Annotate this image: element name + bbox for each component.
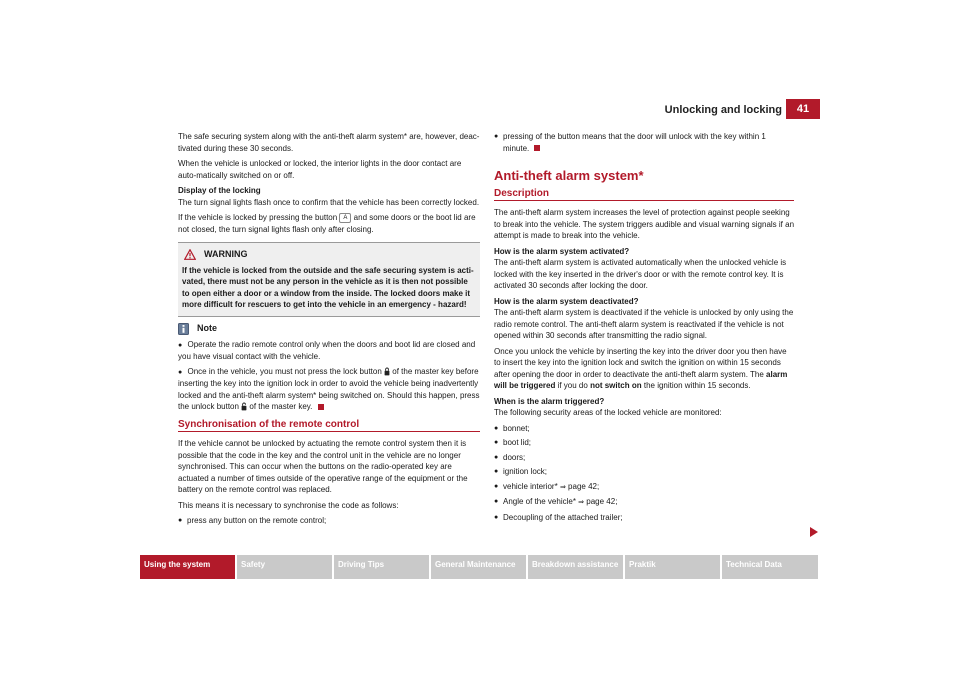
paragraph: If the vehicle cannot be unlocked by actuating the remote control system then it is possible that the code in the key and the control unit in the vehicle are no longer synchronised. This can occur when the buttons on the radio-operated key are actuated a number of times outside of the operative range of the equipment or the battery on the remote control was replaced. bbox=[178, 439, 468, 494]
paragraph: The anti-theft alarm system is activated automatically when the unlocked vehicle is locked with the key inserted in the driver's door or with the remote control key. It is activated 30 seconds after locking the door. bbox=[494, 258, 787, 290]
main-heading-anti-theft: Anti-theft alarm system* bbox=[494, 168, 644, 183]
warning-title: WARNING bbox=[204, 249, 248, 259]
page-number: 41 bbox=[786, 99, 820, 119]
text: Operate the radio remote control only when the doors and boot lid are closed and you have visual contact with the vehicle. bbox=[178, 339, 476, 361]
reference-arrow: ⇒ bbox=[578, 499, 585, 506]
lock-key-icon bbox=[384, 367, 390, 376]
tab-driving-tips[interactable]: Driving Tips bbox=[334, 555, 429, 579]
unlock-key-icon bbox=[241, 402, 247, 411]
paragraph bbox=[494, 346, 794, 392]
section-end-marker bbox=[534, 145, 540, 151]
paragraph: When the vehicle is unlocked or locked, the interior lights in the door contact are auto-matically switched on or off. bbox=[178, 159, 462, 180]
footer-nav bbox=[140, 555, 818, 579]
note-item bbox=[178, 339, 480, 363]
text: and some doors or the boot lid are not closed, the turn signal lights flash only after closing. bbox=[178, 213, 476, 234]
next-page-arrow-icon[interactable] bbox=[810, 527, 818, 537]
warning-text: If the vehicle is locked from the outside and the safe securing system is acti-vated, there must not be any person in the vehicle as it is then not possible to open either a door or a window from the inside. The locked doors make it more difficult for rescuers to get into the vehicle in an emergency - hazard! bbox=[182, 265, 474, 309]
text: of the master key before inserting the key into the ignition lock in order to avoid the vehicle being inadvertently locked and the anti-theft alarm system* being switched on. Should this happen, press the unlock button bbox=[178, 366, 480, 411]
text: If the vehicle is locked by pressing the button bbox=[178, 213, 338, 222]
paragraph: This means it is necessary to synchronise the code as follows: bbox=[178, 500, 399, 510]
note-icon bbox=[178, 323, 189, 335]
list-item bbox=[494, 131, 794, 154]
paragraph bbox=[178, 212, 480, 235]
list-item bbox=[494, 481, 794, 494]
text: the ignition within 15 seconds. bbox=[643, 381, 751, 390]
list-item: ● boot lid; bbox=[494, 437, 794, 449]
note-item bbox=[178, 366, 480, 413]
text: Angle of the vehicle* bbox=[503, 497, 576, 506]
warning-box bbox=[178, 242, 480, 317]
text: of the master key. bbox=[249, 402, 313, 411]
warning-triangle-icon bbox=[184, 249, 196, 260]
paragraph: The following security areas of the locked vehicle are monitored: bbox=[494, 408, 722, 417]
subheading-display-locking: Display of the locking bbox=[178, 186, 261, 195]
tab-breakdown-assistance[interactable]: Breakdown assistance bbox=[528, 555, 623, 579]
right-column bbox=[494, 131, 794, 526]
bullet-icon: ● bbox=[178, 341, 183, 349]
list-item: ● doors; bbox=[494, 452, 794, 464]
list-item bbox=[494, 496, 794, 509]
list-item: ● bonnet; bbox=[494, 423, 794, 435]
note-title: Note bbox=[197, 322, 217, 333]
paragraph: The safe securing system along with the anti-theft alarm system* are, however, deac-tivated during these 30 seconds. bbox=[178, 132, 480, 153]
tab-using-the-system[interactable]: Using the system bbox=[140, 555, 235, 579]
section-heading-synchronisation: Synchronisation of the remote control bbox=[178, 419, 480, 433]
list-item: ● ignition lock; bbox=[494, 466, 794, 478]
page-reference-link[interactable]: page 42; bbox=[586, 497, 618, 506]
page-header-title: Unlocking and locking bbox=[664, 104, 782, 116]
text: Once you unlock the vehicle by inserting the key into the driver door you then have to insert the key into the ignition lock and switch the ignition on within 15 seconds after opening the door in order to deactivate the anti-theft alarm system. The bbox=[494, 346, 787, 379]
bold-text: alarm will be triggered bbox=[494, 369, 788, 390]
text: pressing of the button means that the door will unlock with the key within 1 minute. bbox=[503, 132, 766, 153]
section-heading-description: Description bbox=[494, 188, 794, 202]
lock-button-symbol: A bbox=[339, 213, 351, 223]
paragraph: The anti-theft alarm system increases the level of protection against people seeking to break into the vehicle. The system triggers audible and visual warning signals if an attempt is made to break into the vehicle. bbox=[494, 208, 795, 240]
bullet-icon: ● bbox=[178, 368, 183, 376]
left-column bbox=[178, 131, 480, 530]
question-heading: How is the alarm system deactivated? bbox=[494, 296, 639, 306]
tab-general-maintenance[interactable]: General Maintenance bbox=[431, 555, 526, 579]
tab-safety[interactable]: Safety bbox=[237, 555, 332, 579]
list-item: ● press any button on the remote control; bbox=[178, 515, 480, 527]
paragraph: The anti-theft alarm system is deactivated if the vehicle is unlocked by only using the radio remote control. The anti-theft alarm system is reactivated if the vehicle is not opened within 30 seconds after transmitting the radio signal. bbox=[494, 308, 794, 340]
reference-arrow: ⇒ bbox=[559, 483, 566, 491]
tab-praktik[interactable]: Praktik bbox=[625, 555, 720, 579]
text: if you do bbox=[557, 381, 588, 390]
bold-text: not switch on bbox=[590, 381, 642, 390]
question-heading: When is the alarm triggered? bbox=[494, 396, 605, 406]
page-reference-link[interactable]: page 42; bbox=[568, 481, 600, 491]
question-heading: How is the alarm system activated? bbox=[494, 246, 630, 256]
text: vehicle interior* bbox=[503, 481, 558, 491]
list-item: ● Decoupling of the attached trailer; bbox=[494, 512, 794, 524]
paragraph: The turn signal lights flash once to confirm that the vehicle has been correctly locked. bbox=[178, 197, 480, 207]
tab-technical-data[interactable]: Technical Data bbox=[722, 555, 818, 579]
section-end-marker bbox=[318, 404, 324, 410]
text: Once in the vehicle, you must not press the lock button bbox=[187, 366, 382, 376]
